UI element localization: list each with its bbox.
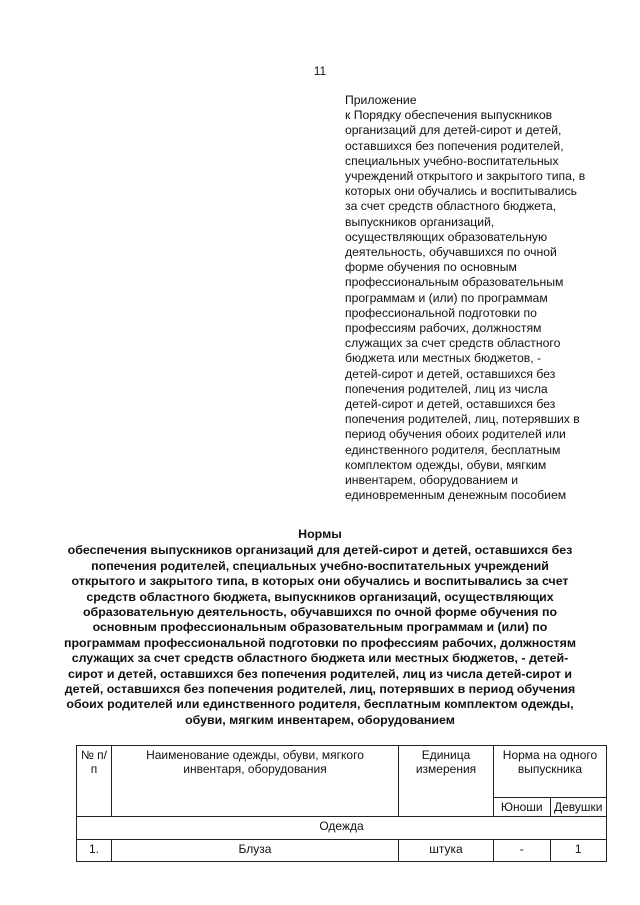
norms-line: средств областного бюджета, выпускников организаций, осуществляющих (86, 589, 554, 604)
norms-line: открытого и закрытого типа, в которых они обучались и воспитывались за счет (71, 574, 569, 589)
appendix-line: инвентарем, оборудованием и (345, 473, 519, 488)
appendix-line: единственного родителя, бесплатным (345, 442, 561, 457)
header-girls: Девушки (550, 798, 607, 817)
appendix-line: программам и (или) по программам (345, 290, 548, 305)
appendix-line: оставшихся без попечения родителей, (345, 138, 564, 153)
norms-line: сирот и детей, оставшихся без попечения родителей, лиц из числа детей-сирот и (68, 666, 572, 681)
appendix-line: попечения родителей, лиц из числа (345, 381, 548, 396)
appendix-line: профессиональной подготовки по (345, 305, 537, 320)
appendix-line: детей-сирот и детей, оставшихся без (345, 397, 556, 412)
header-boys: Юноши (494, 798, 551, 817)
header-num: № п/п (77, 746, 112, 817)
cell-girls: 1 (550, 840, 607, 862)
cell-unit: штука (399, 840, 494, 862)
appendix-line: Приложение (345, 93, 417, 107)
appendix-line: к Порядку обеспечения выпускников (345, 108, 553, 123)
appendix-line: комплектом одежды, обуви, мягким (345, 457, 547, 472)
appendix-line: единовременным денежным пособием (345, 488, 567, 503)
appendix-line: которых они обучались и воспитывались (345, 184, 578, 199)
norms-line: служащих за счет средств областного бюджета или местных бюджетов, - детей- (71, 651, 569, 666)
table-row (77, 840, 607, 862)
header-name: Наименование одежды, обуви, мягкого инвентаря, оборудования (112, 746, 399, 817)
section-clothing: Одежда (77, 817, 607, 840)
cell-name: Блуза (112, 840, 399, 862)
table-section-row (77, 817, 607, 840)
appendix-line: бюджета или местных бюджетов, - (345, 351, 542, 366)
norms-title: Нормы (298, 527, 342, 541)
cell-num: 1. (77, 840, 112, 862)
table-header-row (77, 746, 607, 798)
appendix-line: выпускников организаций, (345, 214, 495, 229)
norms-line: обуви, мягким инвентарем, оборудованием (185, 712, 455, 727)
page-number: 11 (313, 64, 327, 78)
appendix-line: учреждений открытого и закрытого типа, в (345, 169, 586, 184)
appendix-line: специальных учебно-воспитательных (345, 153, 559, 168)
norms-line: программам профессиональной подготовки по профессиям рабочих, должностям (64, 635, 576, 650)
appendix-line: детей-сирот и детей, оставшихся без (345, 366, 556, 381)
appendix-line: профессиональным образовательным (345, 275, 564, 290)
appendix-line: попечения родителей, лиц, потерявших в (345, 412, 580, 427)
norms-line: обоих родителей или единственного родителя, бесплатным комплектом одежды, (66, 697, 574, 712)
header-unit: Единица измерения (399, 746, 494, 817)
appendix-line: период обучения обоих родителей или (345, 427, 566, 442)
norms-heading (40, 527, 600, 728)
norms-line: основным профессиональным образовательным программам и (или) по (92, 620, 548, 635)
norms-line: образовательную деятельность, обучавшихся по очной форме обучения по (82, 605, 558, 620)
cell-boys: - (494, 840, 551, 862)
header-norm: Норма на одного выпускника (494, 746, 607, 798)
appendix-block (345, 93, 610, 503)
norms-line: детей, оставшихся без попечения родителей, лиц, потерявших в период обучения (64, 682, 576, 697)
appendix-line: осуществляющих образовательную (345, 229, 548, 244)
appendix-line: организаций для детей-сирот и детей, (345, 123, 562, 138)
norms-line: обеспечения выпускников организаций для детей-сирот и детей, оставшихся без (67, 543, 573, 558)
appendix-line: служащих за счет средств областного (345, 336, 561, 351)
norms-line: попечения родителей, специальных учебно-воспитательных учреждений (91, 558, 549, 573)
appendix-line: деятельность, обучавшихся по очной (345, 245, 557, 260)
norms-table (76, 745, 607, 862)
appendix-line: за счет средств областного бюджета, (345, 199, 557, 214)
appendix-line: форме обучения по основным (345, 260, 517, 275)
appendix-line: профессиям рабочих, должностям (345, 321, 542, 336)
